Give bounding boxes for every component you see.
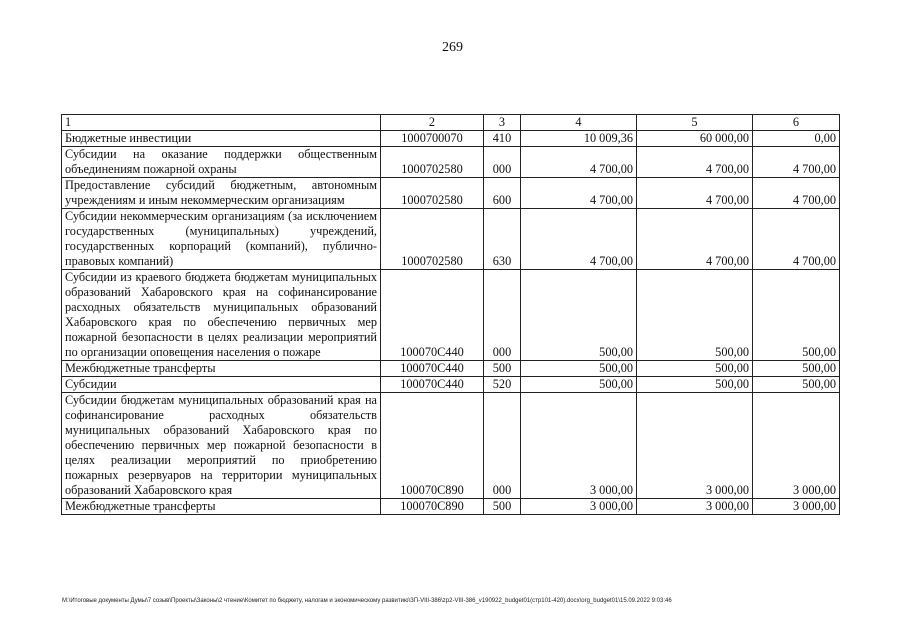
expense-type-code: 000 [484,147,521,178]
target-article-code: 1000702580 [381,209,484,270]
amount-col-6: 0,00 [753,131,840,147]
expense-name: Субсидии [62,377,381,393]
expense-name: Субсидии на оказание поддержки общественным объединениям пожарной охраны [62,147,381,178]
expense-name: Субсидии некоммерческим организациям (за исключением государственных (муниципальных) учреждений, государственных корпораций (компаний), публично-правовых компаний) [62,209,381,270]
expense-name: Предоставление субсидий бюджетным, автономным учреждениям и иным некоммерческим организациям [62,178,381,209]
expense-name: Субсидии бюджетам муниципальных образований края на софинансирование расходных обязательств муниципальных образований Хабаровского края по обеспечению первичных мер пожарной безопасности в целях реализации мероприятий по приобретению пожарных резервуаров на территории муниципальных образований Хабаровского края [62,393,381,499]
expense-type-code: 000 [484,270,521,361]
expense-name: Межбюджетные трансферты [62,499,381,515]
target-article-code: 100070С890 [381,499,484,515]
target-article-code: 1000700070 [381,131,484,147]
budget-table [61,114,840,515]
target-article-code: 1000702580 [381,147,484,178]
column-header: 5 [637,115,753,131]
amount-col-5: 4 700,00 [637,147,753,178]
amount-col-4: 10 009,36 [521,131,637,147]
column-header: 6 [753,115,840,131]
amount-col-6: 4 700,00 [753,178,840,209]
amount-col-5: 500,00 [637,270,753,361]
table-row [62,377,840,393]
target-article-code: 100070С440 [381,270,484,361]
amount-col-5: 3 000,00 [637,499,753,515]
column-header: 2 [381,115,484,131]
column-header: 1 [62,115,381,131]
amount-col-5: 4 700,00 [637,209,753,270]
expense-type-code: 410 [484,131,521,147]
target-article-code: 100070С890 [381,393,484,499]
column-header: 4 [521,115,637,131]
amount-col-5: 4 700,00 [637,178,753,209]
target-article-code: 100070С440 [381,361,484,377]
table-row [62,131,840,147]
table-row [62,178,840,209]
target-article-code: 100070С440 [381,377,484,393]
amount-col-6: 3 000,00 [753,499,840,515]
expense-type-code: 520 [484,377,521,393]
table-row [62,393,840,499]
target-article-code: 1000702580 [381,178,484,209]
amount-col-4: 4 700,00 [521,209,637,270]
page-number: 269 [442,40,463,55]
amount-col-6: 3 000,00 [753,393,840,499]
expense-type-code: 600 [484,178,521,209]
expense-type-code: 630 [484,209,521,270]
expense-type-code: 500 [484,361,521,377]
amount-col-5: 500,00 [637,361,753,377]
table-row [62,209,840,270]
amount-col-4: 4 700,00 [521,147,637,178]
amount-col-6: 500,00 [753,270,840,361]
amount-col-4: 3 000,00 [521,499,637,515]
expense-name: Межбюджетные трансферты [62,361,381,377]
amount-col-5: 500,00 [637,377,753,393]
amount-col-6: 500,00 [753,361,840,377]
amount-col-4: 500,00 [521,377,637,393]
table-row [62,499,840,515]
amount-col-4: 500,00 [521,270,637,361]
amount-col-4: 4 700,00 [521,178,637,209]
expense-type-code: 500 [484,499,521,515]
expense-name: Бюджетные инвестиции [62,131,381,147]
table-row [62,270,840,361]
expense-name: Субсидии из краевого бюджета бюджетам муниципальных образований Хабаровского края на софинансирование расходных обязательств муниципальных образований Хабаровского края по обеспечению первичных мер пожарной безопасности в целях реализации мероприятий по организации оповещения населения о пожаре [62,270,381,361]
table-row [62,361,840,377]
expense-type-code: 000 [484,393,521,499]
amount-col-4: 500,00 [521,361,637,377]
column-header: 3 [484,115,521,131]
amount-col-5: 60 000,00 [637,131,753,147]
amount-col-5: 3 000,00 [637,393,753,499]
document-file-path: M:\Итоговые документы Думы\7 созыв\Проекты\Законы\2 чтение\Комитет по бюджету, налогам и экономическому развитию\ЗП-VIII-386\zp2-VIII-386_v190922_budget01(стр101-420).docx\org_budget01\15.09.2022 9:03:46 [62,598,672,604]
table-row [62,147,840,178]
amount-col-6: 500,00 [753,377,840,393]
table-header-row [62,115,840,131]
amount-col-6: 4 700,00 [753,209,840,270]
amount-col-4: 3 000,00 [521,393,637,499]
amount-col-6: 4 700,00 [753,147,840,178]
